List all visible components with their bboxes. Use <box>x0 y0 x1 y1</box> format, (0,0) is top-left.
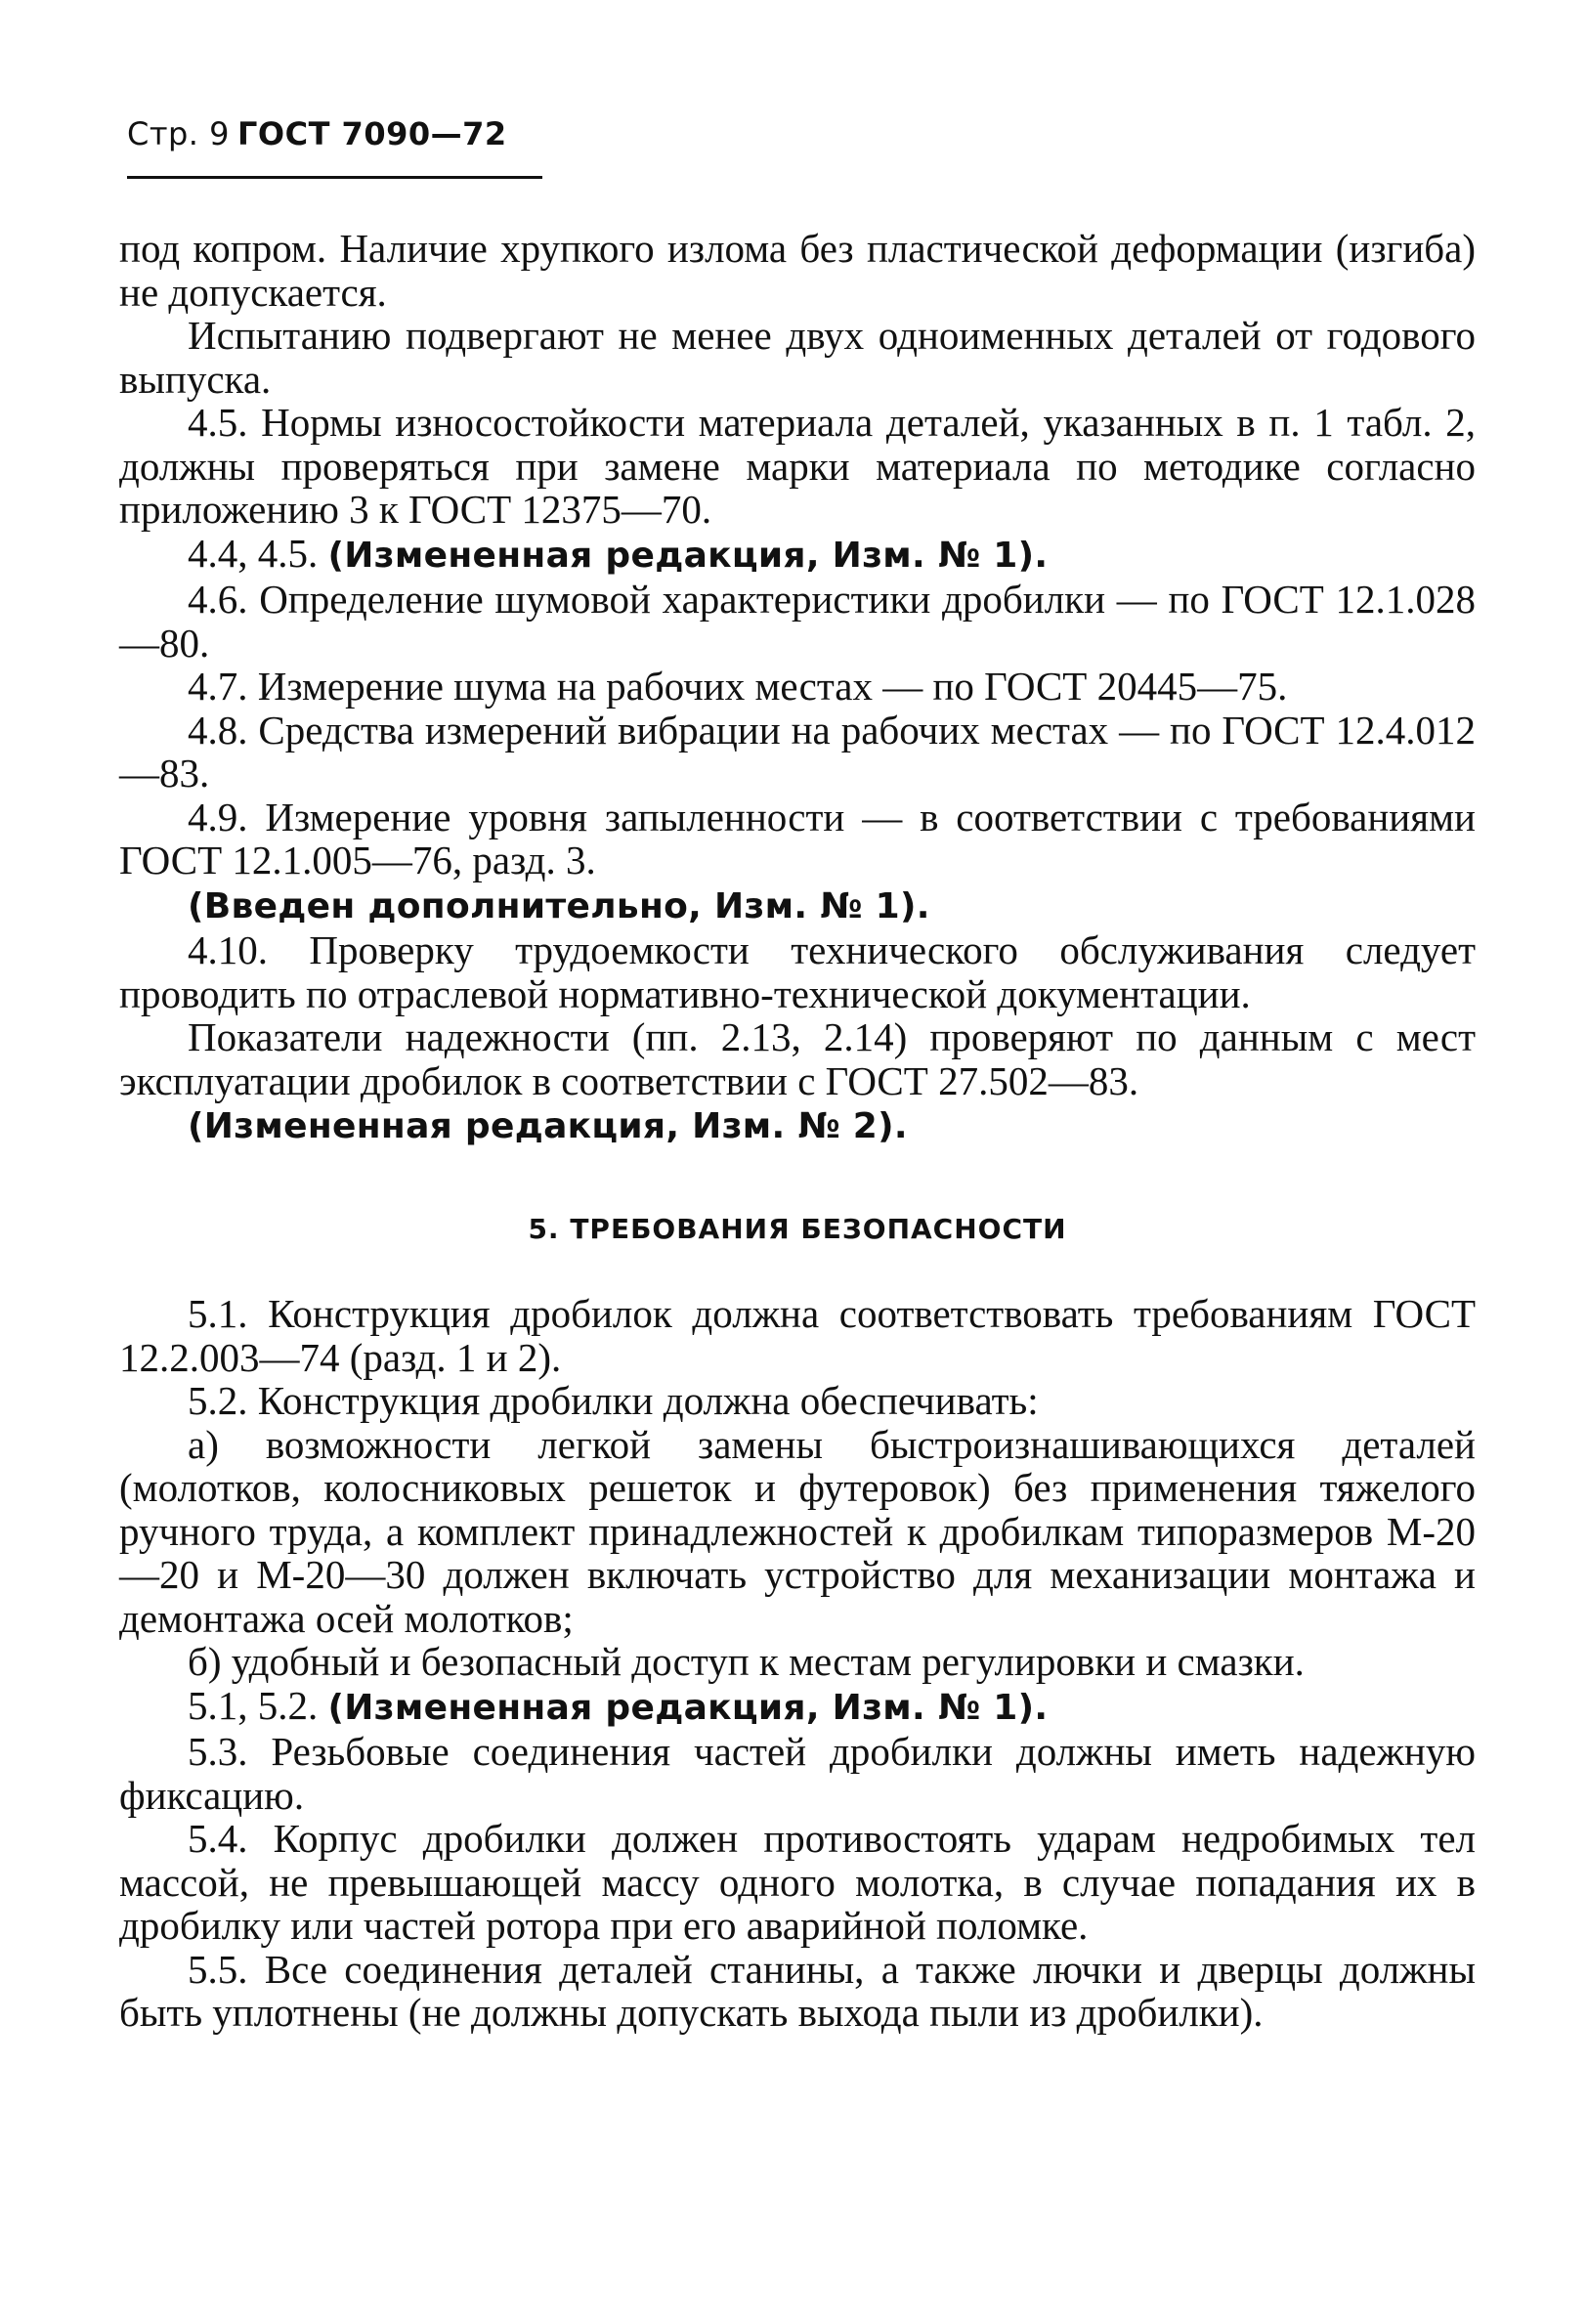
paragraph-amendment-3 <box>119 1102 1476 1149</box>
amendment-note: (Измененная редакция, Изм. № 1). <box>327 1687 1049 1728</box>
page-header <box>127 115 507 152</box>
paragraph-amendment-2 <box>119 882 1476 929</box>
amendment-note: (Введен дополнительно, Изм. № 1). <box>188 885 930 926</box>
paragraph-continuation: под копром. Наличие хрупкого излома без пластической деформации (изгиба) не допускается. <box>119 226 1476 315</box>
paragraph-reliability: Показатели надежности (пп. 2.13, 2.14) проверяют по данным с мест эксплуатации дробилок в соответствии с ГОСТ 27.502—83. <box>119 1014 1476 1103</box>
paragraph-testing: Испытанию подвергают не менее двух одноименных деталей от годового выпуска. <box>119 313 1476 402</box>
paragraph-5-1: 5.1. Конструкция дробилок должна соответствовать требованиям ГОСТ 12.2.003—74 (разд. 1 и 2). <box>119 1291 1476 1380</box>
paragraph-4-7: 4.7. Измерение шума на рабочих местах — по ГОСТ 20445—75. <box>188 664 1288 709</box>
paragraph-5-2-a: а) возможности легкой замены быстроизнашивающихся деталей (молотков, колосниковых решеток и футеровок) без применения тяжелого ручного труда, а комплект принадлежностей к дробилкам типоразмеров М-20—20 и М-20—30 должен включать устройство для механизации монтажа и демонтажа осей молотков; <box>119 1421 1476 1641</box>
page-number: Стр. 9 <box>127 115 230 152</box>
amendment-ref: 5.1, 5.2. <box>188 1682 319 1728</box>
amendment-note: (Измененная редакция, Изм. № 2). <box>188 1106 908 1146</box>
paragraph-5-5: 5.5. Все соединения деталей станины, а также лючки и дверцы должны быть уплотнены (не должны допускать выхода пыли из дробилки). <box>119 1946 1476 2035</box>
amendment-ref: 4.4, 4.5. <box>188 530 319 576</box>
amendment-note: (Измененная редакция, Изм. № 1). <box>327 535 1049 576</box>
document-body <box>119 227 1476 2035</box>
paragraph-5-3: 5.3. Резьбовые соединения частей дробилки должны иметь надежную фиксацию. <box>119 1729 1476 1818</box>
paragraph-4-6: 4.6. Определение шумовой характеристики дробилки — по ГОСТ 12.1.028—80. <box>119 577 1476 666</box>
paragraph-5-2: 5.2. Конструкция дробилки должна обеспечивать: <box>188 1378 1039 1423</box>
paragraph-5-4: 5.4. Корпус дробилки должен противостоять ударам недробимых тел массой, не превышающей массу одного молотка, в случае попадания их в дробилку или частей ротора при его аварийной поломке. <box>119 1816 1476 1948</box>
standard-number: ГОСТ 7090—72 <box>237 115 507 152</box>
paragraph-5-2-b: б) удобный и безопасный доступ к местам регулировки и смазки. <box>188 1639 1305 1684</box>
paragraph-amendment-1 <box>119 532 1476 579</box>
section-heading: 5. ТРЕБОВАНИЯ БЕЗОПАСНОСТИ <box>528 1212 1067 1245</box>
paragraph-4-10: 4.10. Проверку трудоемкости технического обслуживания следует проводить по отраслевой нормативно-технической документации. <box>119 927 1476 1016</box>
paragraph-4-8: 4.8. Средства измерений вибрации на рабочих местах — по ГОСТ 12.4.012—83. <box>119 707 1476 796</box>
header-rule <box>127 176 542 179</box>
paragraph-4-9: 4.9. Измерение уровня запыленности — в соответствии с требованиями ГОСТ 12.1.005—76, разд. 3. <box>119 794 1476 882</box>
paragraph-4-5: 4.5. Нормы износостойкости материала деталей, указанных в п. 1 табл. 2, должны проверяться при замене марки материала по методике согласно приложению 3 к ГОСТ 12375—70. <box>119 400 1476 532</box>
paragraph-amendment-4 <box>119 1684 1476 1731</box>
